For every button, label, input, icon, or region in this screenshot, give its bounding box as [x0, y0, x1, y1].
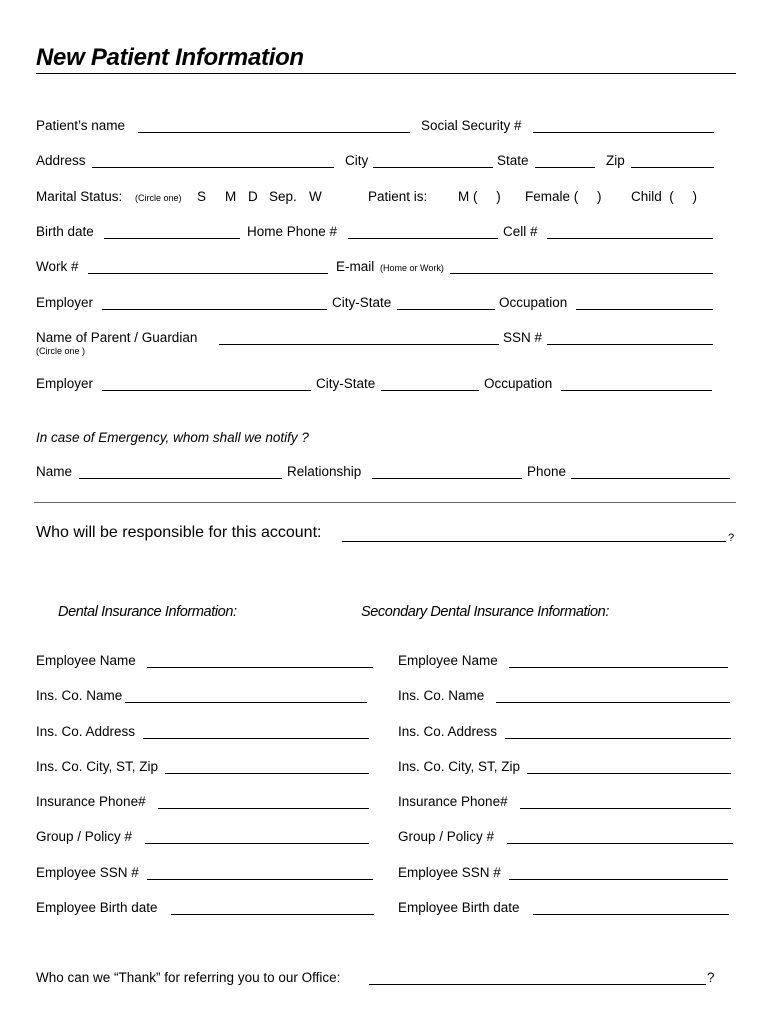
city-state-label: City-State [332, 295, 392, 310]
city-field[interactable] [373, 167, 493, 168]
secondary-employee-name-label: Employee Name [398, 653, 498, 668]
patient-name-field[interactable] [138, 132, 410, 133]
secondary-group-policy-label: Group / Policy # [398, 829, 495, 844]
emergency-phone-field[interactable] [571, 478, 730, 479]
secondary-employee-ssn-field[interactable] [509, 879, 728, 880]
address-label: Address [36, 153, 86, 168]
primary-group-policy-field[interactable] [145, 843, 369, 844]
marital-status-label: Marital Status: [36, 189, 123, 204]
patient-name-label: Patient’s name [36, 118, 126, 133]
secondary-employee-birth-label: Employee Birth date [398, 900, 520, 915]
guardian-ssn-field[interactable] [547, 344, 713, 345]
cell-field[interactable] [547, 238, 713, 239]
primary-ins-co-city-field[interactable] [165, 773, 369, 774]
marital-option-d[interactable]: D [248, 189, 258, 204]
emergency-name-field[interactable] [79, 478, 282, 479]
title-rule [36, 73, 736, 74]
employer-label: Employer [36, 295, 94, 310]
marital-option-w[interactable]: W [309, 189, 322, 204]
employer-field[interactable] [102, 309, 327, 310]
guardian-employer-field[interactable] [102, 390, 311, 391]
birth-date-label: Birth date [36, 224, 94, 239]
home-phone-label: Home Phone # [247, 224, 338, 239]
marital-circle-note: (Circle one) [135, 193, 182, 203]
primary-employee-name-label: Employee Name [36, 653, 136, 668]
zip-field[interactable] [631, 167, 714, 168]
primary-insurance-phone-field[interactable] [158, 808, 369, 809]
home-phone-field[interactable] [348, 238, 498, 239]
referral-field[interactable] [369, 984, 706, 985]
secondary-ins-co-address-label: Ins. Co. Address [398, 724, 498, 739]
guardian-circle-note: (Circle one ) [36, 346, 86, 356]
email-field[interactable] [450, 273, 713, 274]
marital-option-sep[interactable]: Sep. [269, 189, 297, 204]
address-field[interactable] [92, 167, 334, 168]
email-label: E-mail [336, 259, 375, 274]
secondary-ins-co-name-field[interactable] [496, 702, 730, 703]
referral-label: Who can we “Thank” for referring you to our Office: [36, 970, 341, 985]
secondary-employee-ssn-label: Employee SSN # [398, 865, 501, 880]
guardian-occupation-field[interactable] [561, 390, 712, 391]
work-phone-label: Work # [36, 259, 79, 274]
responsible-field[interactable] [342, 541, 726, 542]
primary-ins-co-city-label: Ins. Co. City, ST, Zip [36, 759, 159, 774]
guardian-employer-label: Employer [36, 376, 94, 391]
secondary-insurance-phone-label: Insurance Phone# [398, 794, 508, 809]
guardian-occupation-label: Occupation [484, 376, 553, 391]
referral-question-mark: ? [707, 970, 715, 985]
secondary-ins-co-city-field[interactable] [527, 773, 731, 774]
responsible-question-mark: ? [728, 532, 735, 544]
marital-option-s[interactable]: S [197, 189, 207, 204]
work-phone-field[interactable] [88, 273, 328, 274]
secondary-insurance-heading: Secondary Dental Insurance Information: [361, 604, 609, 620]
patient-is-male[interactable]: M ( ) [458, 189, 501, 204]
ssn-label: Social Security # [421, 118, 522, 133]
emergency-phone-label: Phone [527, 464, 567, 479]
emergency-relationship-label: Relationship [287, 464, 362, 479]
birth-date-field[interactable] [104, 238, 240, 239]
zip-label: Zip [606, 153, 625, 168]
email-note: (Home or Work) [380, 263, 444, 273]
primary-employee-ssn-label: Employee SSN # [36, 865, 139, 880]
secondary-group-policy-field[interactable] [507, 843, 733, 844]
secondary-ins-co-address-field[interactable] [505, 738, 731, 739]
occupation-label: Occupation [499, 295, 568, 310]
cell-label: Cell # [503, 224, 538, 239]
guardian-name-label: Name of Parent / Guardian [36, 330, 198, 345]
primary-ins-co-address-label: Ins. Co. Address [36, 724, 136, 739]
secondary-ins-co-city-label: Ins. Co. City, ST, Zip [398, 759, 521, 774]
patient-is-child[interactable]: Child ( ) [631, 189, 698, 204]
guardian-city-state-label: City-State [316, 376, 376, 391]
occupation-field[interactable] [576, 309, 713, 310]
primary-ins-co-name-label: Ins. Co. Name [36, 688, 123, 703]
guardian-ssn-label: SSN # [503, 330, 543, 345]
secondary-employee-birth-field[interactable] [533, 914, 729, 915]
ssn-field[interactable] [533, 132, 714, 133]
secondary-insurance-phone-field[interactable] [520, 808, 731, 809]
emergency-relationship-field[interactable] [372, 478, 522, 479]
emergency-heading: In case of Emergency, whom shall we notify ? [36, 430, 309, 445]
secondary-employee-name-field[interactable] [509, 667, 728, 668]
primary-ins-co-address-field[interactable] [143, 738, 369, 739]
marital-option-m[interactable]: M [225, 189, 237, 204]
primary-employee-birth-label: Employee Birth date [36, 900, 158, 915]
primary-employee-name-field[interactable] [147, 667, 373, 668]
section-divider [34, 502, 736, 503]
patient-is-female[interactable]: Female ( ) [525, 189, 602, 204]
guardian-name-field[interactable] [219, 344, 499, 345]
state-label: State [497, 153, 529, 168]
primary-insurance-heading: Dental Insurance Information: [58, 604, 237, 620]
page-title: New Patient Information [36, 44, 304, 71]
emergency-name-label: Name [36, 464, 73, 479]
secondary-ins-co-name-label: Ins. Co. Name [398, 688, 485, 703]
patient-is-label: Patient is: [368, 189, 428, 204]
primary-employee-ssn-field[interactable] [147, 879, 373, 880]
primary-employee-birth-field[interactable] [171, 914, 374, 915]
primary-insurance-phone-label: Insurance Phone# [36, 794, 146, 809]
city-label: City [345, 153, 369, 168]
city-state-field[interactable] [397, 309, 495, 310]
guardian-city-state-field[interactable] [381, 390, 479, 391]
primary-group-policy-label: Group / Policy # [36, 829, 133, 844]
state-field[interactable] [535, 167, 595, 168]
primary-ins-co-name-field[interactable] [125, 702, 367, 703]
responsible-label: Who will be responsible for this account: [36, 524, 322, 541]
